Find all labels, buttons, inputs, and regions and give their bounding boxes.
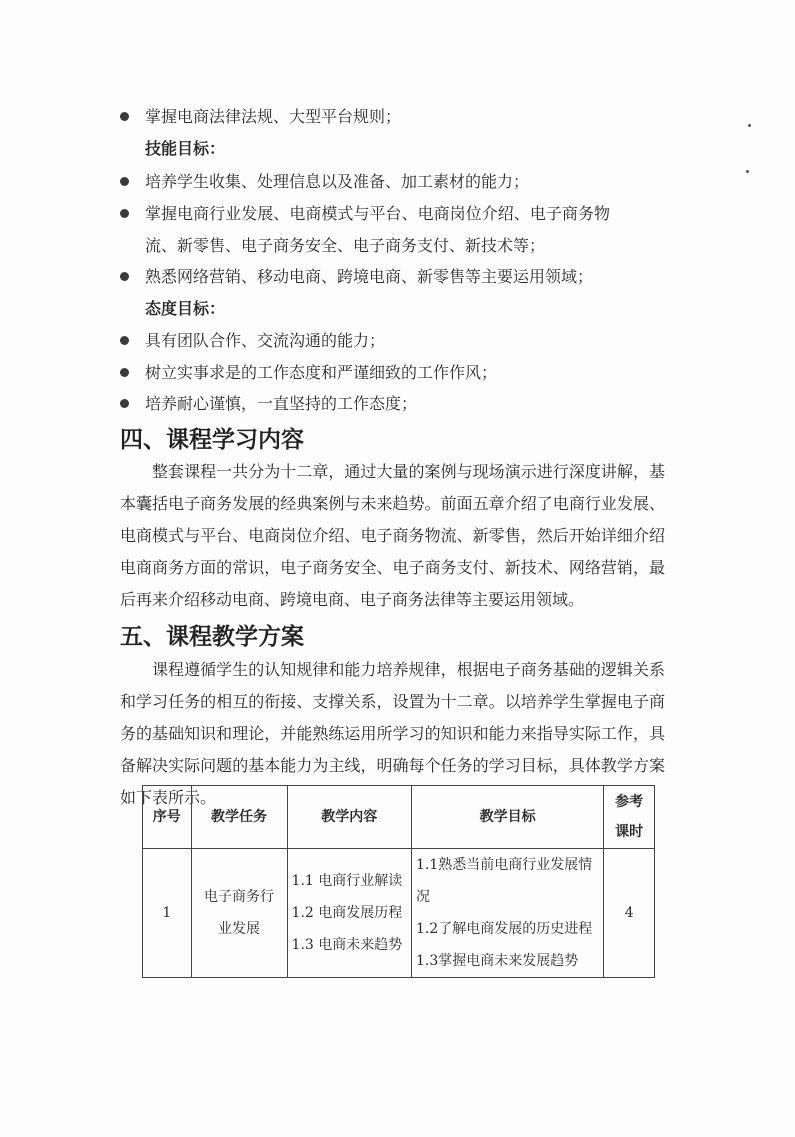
header-hours: 参考课时 [604,786,655,849]
header-content: 教学内容 [287,786,411,849]
header-task: 教学任务 [191,786,287,849]
section-5-paragraph: 课程遵循学生的认知规律和能力培养规律，根据电子商务基础的逻辑关系和学习任务的相互的衔接、支撑关系，设置为十二章。以培养学生掌握电子商务的基础知识和理论，并能熟练运用所学习的知识和能力来指导实际工作，具备解决实际问题的基本能力为主线，明确每个任务的学习目标，具体教学方案如下表所示。 [120,660,665,807]
scan-speck [748,124,751,127]
list-item: 具有团队合作、交流沟通的能力； [120,325,665,357]
section-4-paragraph: 整套课程一共分为十二章，通过大量的案例与现场演示进行深度讲解，基本囊括电子商务发展的经典案例与未来趋势。前面五章介绍了电商行业发展、电商模式与平台、电商岗位介绍、电子商务物流、新零售，然后开始详细介绍电商商务方面的常识，电子商务安全、电子商务支付、新技术、网络营销，最后再来介绍移动电商、跨境电商、电子商务法律等主要运用领域。 [120,462,665,609]
table-row [143,849,655,978]
bullet-icon [120,272,129,281]
bullet-icon [120,112,129,121]
cell-no: 1 [143,849,192,978]
table-header-row [143,786,655,849]
cell-goals: 1.1熟悉当前电商行业发展情况 1.2了解电商发展的历史进程 1.3掌握电商未来发展趋势 [411,849,603,978]
list-item: 熟悉网络营销、移动电商、跨境电商、新零售等主要运用领域； [120,261,665,293]
bullet-icon [120,368,129,377]
header-goals: 教学目标 [411,786,603,849]
cell-hours: 4 [604,849,655,978]
list-item: 掌握电商法律法规、大型平台规则； [120,101,665,133]
cell-content: 1.1 电商行业解读 1.2 电商发展历程 1.3 电商未来趋势 [287,849,411,978]
list-item: 培养耐心谨慎，一直坚持的工作态度； [120,388,665,420]
bullet-icon [120,336,129,345]
section-4-title: 四、课程学习内容 [120,426,304,453]
attitude-heading: 态度目标： [145,299,226,318]
list-item: 掌握电商行业发展、电商模式与平台、电商岗位介绍、电子商务物流、新零售、电子商务安全、电子商务支付、新技术等； [120,198,665,262]
list-item: 树立实事求是的工作态度和严谨细致的工作作风； [120,357,665,389]
teaching-plan-table [142,785,655,978]
scan-speck [746,170,749,173]
bullet-icon [120,399,129,408]
section-5-title: 五、课程教学方案 [120,623,304,650]
skill-heading: 技能目标： [145,139,226,158]
cell-task: 电子商务行业发展 [191,849,287,978]
bullet-icon [120,209,129,218]
header-no: 序号 [143,786,192,849]
list-item: 培养学生收集、处理信息以及准备、加工素材的能力； [120,166,665,198]
bullet-icon [120,177,129,186]
